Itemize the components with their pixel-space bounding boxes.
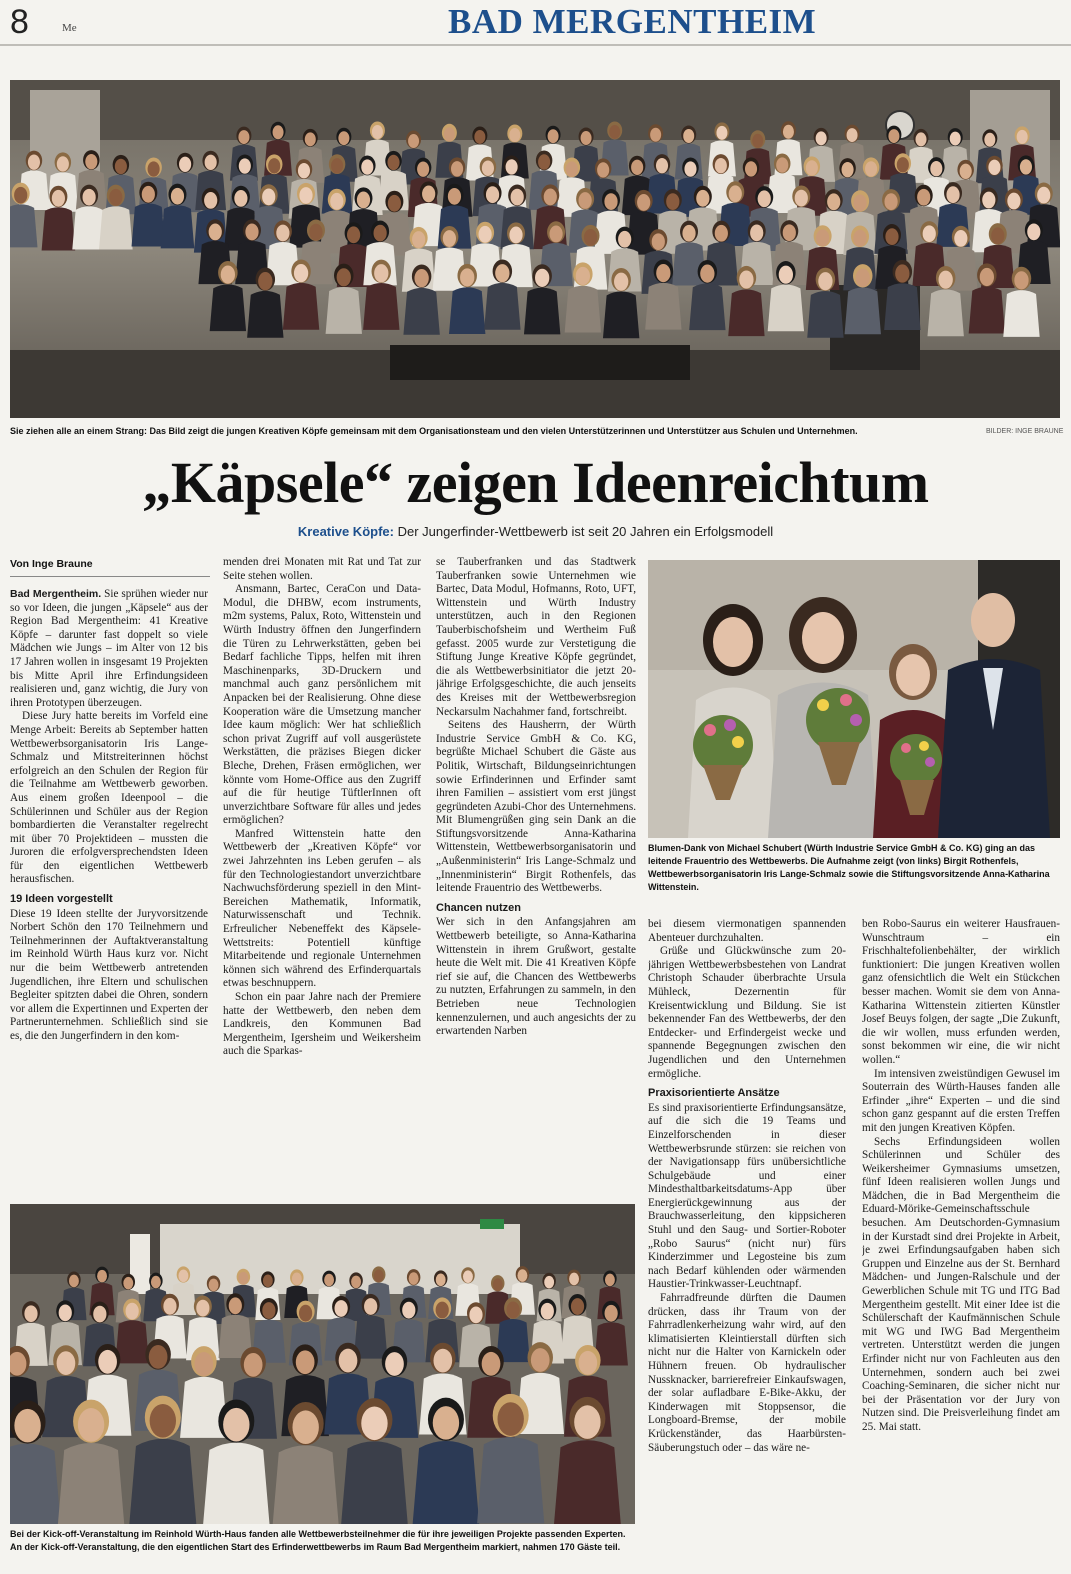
dateline: Bad Mergentheim. (10, 588, 102, 600)
paragraph: Diese Jury hatte bereits im Vorfeld eine Menge Arbeit: Bereits ab September hatten Wettbewerbsorganisatorin Iris Lange-Schmalz und Mitstreiterinnen höchst erfolgreich an den Schulen der Region für die Teilnahme am Wettbewerb geworben. Aus einem großen Ideenpool – die Schülerinnen und Schüler aus der Region bombardierten die Veranstalter regelrecht mit über 70 Projektideen – mussten die Juroren die erfolgversprechendsten Ideen für den eigentlichen Wettbewerb herausfischen. (10, 710, 208, 886)
paragraph: Seitens des Hausherrn, der Würth Industrie Service GmbH & Co. KG, begrüßte Michael Schubert die Gäste aus Politik, Wirtschaft, Bildungseinrichtungen sowie Erfinderinnen und Erfinder samt ihren Familien – assistiert vom erst jüngst gegründeten Azubi-Chor des Unternehmens. Mit Blumengrüßen ging sein Dank an die Stiftungsvorsitzende Anna-Katharina Wittenstein, Wettbewerbsorganisatorin und „Außenministerin“ Iris Lange-Schmalz und „Innenministerin“ Birgit Rothenfels, das leitende Frauentrio des Wettbewerbs. (436, 719, 636, 895)
subheading: 19 Ideen vorgestellt (10, 893, 113, 906)
group-photo (10, 80, 1060, 418)
article-column-3 (436, 556, 636, 1188)
paragraph: bei diesem viermonatigen spannenden Abenteuer durchzuhalten. (648, 918, 846, 944)
article-subline-text: Der Jungerfinder-Wettbewerb ist seit 20 Jahren ein Erfolgsmodell (397, 524, 774, 539)
article-column-2 (223, 556, 421, 1188)
article-subline (0, 524, 1071, 539)
subheading: Chancen nutzen (436, 901, 521, 914)
kickoff-photo-caption: Bei der Kick-off-Veranstaltung im Reinhold Würth-Haus fanden alle Wettbewerbsteilnehmer die für ihre jeweiligen Projekte passenden Experten. An der Kick-off-Veranstaltung, die den eigentlichen Start des Erfinderwettbewerbs im Raum Bad Mergentheim markiert, nahmen 170 Gäste teil. (10, 1529, 626, 1552)
edition-code: Me (62, 22, 77, 34)
subheading: Praxisorientierte Ansätze (648, 1087, 780, 1100)
article-column-5 (862, 918, 1060, 1570)
photo-credit: BILDER: INGE BRAUNE (986, 428, 1064, 435)
group-photo-caption: Sie ziehen alle an einem Strang: Das Bild zeigt die jungen Kreativen Köpfe gemeinsam mit dem Organisationsteam und den vielen Unterstützerinnen und Unterstützer aus Schulen und Unternehmen. (10, 426, 858, 436)
paragraph (10, 588, 208, 710)
paragraph: Ansmann, Bartec, CeraCon und Data-Modul, die DHBW, ecom instruments, m2m systems, Palux, Roto, Wittenstein und Würth Industry öffnen den Jungerfindern die Türen zu Lehrwerkstätten, geben bei Bedarf fachliche Tipps, helfen mit ihren Maschinenparks, 3D-Druckern und manchmal auch ganz persönlichem mit Anpacken bei der Realisierung. Ohne diese Kooperation wäre die Umsetzung mancher Idee kaum möglich: Wer hat schließlich schon privat Zugriff auf voll ausgerüstete Werkstätten, die präzises Biegen dicker Bleche, Drehen, Fräsen ermöglichen, wer könnte vom Home-Office aus den Zugriff auf die für heutige TüftlerInnen oft unverzichtbare Software für alles und jedes ermöglichen? (223, 583, 421, 827)
article-headline: „Käpsele“ zeigen Ideenreichtum (142, 450, 929, 515)
page-number: 8 (10, 3, 29, 41)
paragraph-text: Sie sprühen wieder nur so vor Ideen, die jungen „Käpsele“ aus der Region Bad Mergentheim: 41 Kreative Köpfe – darunter fast doppelt so viele Mädchen wie Jungs – im Alter von 12 bis 17 Jahren wollen in insgesamt 19 Projekten bis Mitte April ihre Erfindungsideen realisieren und, ganz wichtig, die Jury von ihren Prototypen überzeugen. (10, 588, 208, 709)
paragraph: Diese 19 Ideen stellte der Juryvorsitzende Norbert Schön den 170 Teilnehmern und Teilnehmerinnen der Auftaktveranstaltung im Reinhold Würth Haus kurz vor. Nicht nur die beim Wettbewerb antretenden Jugendlichen, ihre Eltern und schulischen Begleiter spitzten dabei die Ohren, sondern vor allem die Expertinnen und Experten der Partnerunternehmen. Schließlich sind sie es, die den Jungerfindern in den kom- (10, 907, 208, 1042)
kickoff-photo-image (10, 1204, 635, 1524)
paragraph: ben Robo-Saurus ein weiterer Hausfrauen-Wunschtraum – ein Frischhaltefolienbehälter, der wirklich funktioniert: Die jungen Kreativen wollen ganz ofensichtlich die Welt ein Stückchen besser machen. Womit sie dem von Anna-Katharina Wittenstein zitierten Künstler Josef Beuys folgen, der sagte „Die Zukunft, die wir wollen, muss erfunden werden, sonst bekommen wir eine, die wir nicht wollen.“ (862, 918, 1060, 1066)
header-rule (0, 44, 1071, 46)
group-photo-image (10, 80, 1060, 418)
article-column-4 (648, 918, 846, 1570)
article-column-1 (10, 588, 208, 1188)
paragraph: Es sind praxisorientierte Erfindungsansätze, auf die sich die 19 Teams und Einzelforschenden in dieser Wettbewerbsrunde stürzen: sie reichen von der Navigationsapp fürs unübersichtliche Schulgebäude und einer Mindesthaltbarkeitsdatums-App über Energierückgewinnung aus der Brauchwasserleitung, den kippsicheren Stuhl und den Saug- und Sortier-Roboter „Robo Saurus“ (nicht nur) fürs Kinderzimmer und Legosteine bis zum nach Bedarf kühlenden oder wärmenden Haustier-Trinkwasser-Leuchtnapf. (648, 1101, 846, 1291)
byline-rule (10, 576, 210, 577)
award-photo-image (648, 560, 1060, 838)
paragraph: menden drei Monaten mit Rat und Tat zur Seite stehen wollen. (223, 556, 421, 582)
paragraph: Manfred Wittenstein hatte den Wettbewerb der „Kreativen Köpfe“ vor zwei Jahrzehnten ins Leben gerufen – als für den Technologiestandort unverzichtbare Nachwuchsförderung speziell in den Mint-Bereichen Mathematik, Informatik, Naturwissenschaft und Technik. Erfreulicher Nebeneffekt des Käpsele-Wettstreits: Potentiell künftige Mitarbeitende und regionale Unternehmen können sich während des Erfinderquartals etwas beschnuppern. (223, 827, 421, 990)
paragraph: Schon ein paar Jahre nach der Premiere hatte der Wettbewerb, den neben dem Landkreis, den Kommunen Bad Mergentheim, Igersheim und Weikersheim auch die Sparkas- (223, 991, 421, 1058)
byline: Von Inge Braune (10, 558, 93, 570)
section-title: BAD MERGENTHEIM (448, 2, 817, 41)
paragraph: Sechs Erfindungsideen wollen Schülerinnen und Schüler des Weikersheimer Gymnasiums umsetzen, fünf Ideen realisieren wollen Jungs und Mädchen, die in Bad Mergentheim die Eduard-Mörike-Gemeinschaftsschule besuchen. Am Deutschorden-Gymnasium in der Kurstadt sind drei Projekte in Arbeit, je zwei Erfindungsaufgaben haben sich Gruppen und Einzelne aus der St. Bernhard Mädchen- und Jungen-Ralschule und der Gewerblichen Schule mit TG und ITG Bad Mergentheim gestellt. Mit einer Idee ist die Schülerschaft der Kaufmännischen Schule mit WG und IWG Bad Mergentheim vertreten. Unterstützt werden die jungen Erfinder nicht nur von Fachleuten aus den Unternehmen, sondern auch bei zwei Coaching-Seminaren, die sicher nicht nur bei der Präsentation vor der Jury von Nutzen sind. Die Preisverleihung findet am 25. Mai statt. (862, 1135, 1060, 1433)
paragraph: Wer sich in den Anfangsjahren am Wettbewerb beteiligte, so Anna-Katharina Wittenstein in ihrem Grußwort, gestalte heute die Welt mit. Die 41 Kreativen Köpfe rief sie auf, die Chancen des Wettbewerbs zu nutzten, Erfahrungen zu sammeln, in den Betrieben neue Technologien kennenzulernen, und auch angesichts der zu erwartenden Narben (436, 916, 636, 1038)
paragraph: Im intensiven zweistündigen Gewusel im Souterrain des Würth-Hauses fanden alle Erfinder „ihre“ Experten – und die sind schon ganz gespannt auf die ersten Treffen mit den jungen Kreativen Köpfen. (862, 1067, 1060, 1134)
article-kicker: Kreative Köpfe: (297, 524, 394, 539)
award-photo-caption: Blumen-Dank von Michael Schubert (Würth Industrie Service GmbH & Co. KG) ging an das leitende Frauentrio des Wettbewerbs. Die Aufnahme zeigt (von links) Birgit Rothenfels, Wettbewerbsorganisatorin Iris Lange-Schmalz sowie die Stiftungsvorsitzende Anna-Katharina Wittenstein. (648, 843, 1050, 892)
paragraph: se Tauberfranken und das Stadtwerk Tauberfranken sowie Unternehmen wie Bartec, Data Modul, Hofmanns, Roto, UFT, Wittenstein und Würth Industry unterstützen, auch in den Regionen Tauberbischofsheim und Wertheim Fuß gefasst. 2005 wurde zur Verstetigung die Stiftung Junge Kreative Köpfe gegründet, die als Wettbewerbsinitiator die jetzt 20-jährige Erfolgsgeschichte, die auch jenseits des Kreises mit der Wettbewerbsregion Neckarsulm Nachahmer fand, fortschreibt. (436, 556, 636, 718)
kickoff-photo (10, 1204, 635, 1524)
paragraph: Fahrradfreunde dürften die Daumen drücken, dass ihr Traum von der Fahrradlenkerheizung wahr wird, auf den klimatisierten Kleintierstall dürften sich nicht nur die Halter von Karnickeln oder Hühnern freuen. Ob hydraulischer Nussknacker, barrierefreier Einkaufswagen, der solar aufladbare E-Bike-Akku, der Kinderwagen mit Stoppsensor, die Longboard-Bremse, der mobile Krückenständer, das Haarbürsten-Säuberungstuch oder – das wäre ne- (648, 1292, 846, 1454)
paragraph: Grüße und Glückwünsche zum 20-jährigen Wettbewerbsbestehen von Landrat Christoph Schauder überbrachte Ursula Mühleck, Dezernentin für Kreisentwicklung und Bildung. Sie ist bekennender Fan des Wettbewerbs, der den Entdecker- und Erfindergeist wecke und spannende Begegnungen zwischen den Jugendlichen und den Unternehmen ermögliche. (648, 945, 846, 1080)
award-photo (648, 560, 1060, 838)
